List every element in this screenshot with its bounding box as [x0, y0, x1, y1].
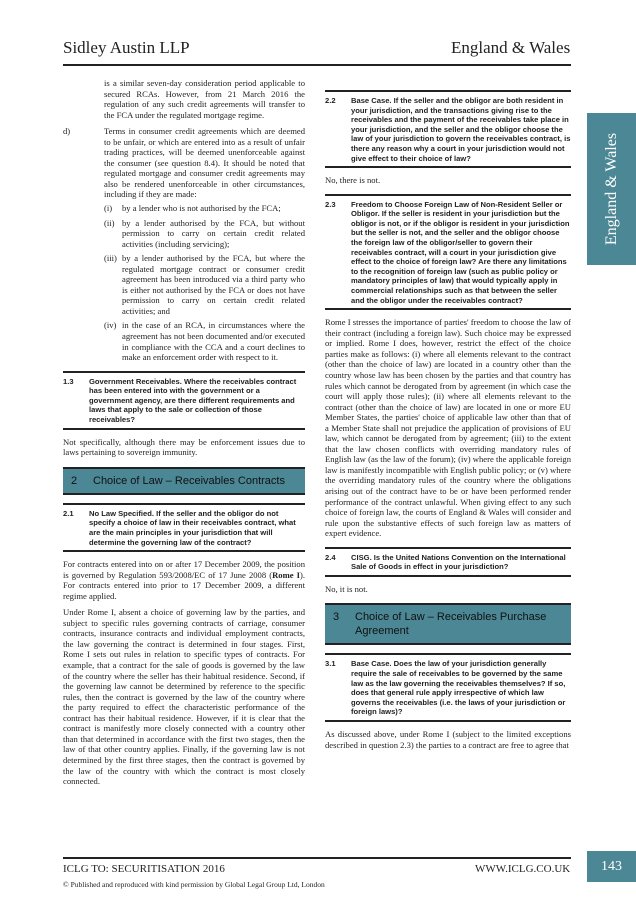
sub-item-i	[104, 203, 305, 214]
left-column	[63, 78, 305, 793]
section-number: 3	[333, 611, 340, 624]
question-text: Base Case. Does the law of your jurisdiction generally require the sale of receivables to be governed by the same law as the law governing the receivables themselves? If so, does that general rule apply irrespective of which law governs the receivables (i.e. the laws of your jurisdiction or foreign laws)?	[351, 659, 566, 717]
answer-2-3: Rome I stresses the importance of parties' freedom to choose the law of their contract (including a foreign law). Such choice may be expressed or implied. Rome I does, however, restrict the effect of the choice parties make as follows: (i) where all elements relevant to the contract (other than the choice of law) are located in a country other than the country whose law has been chosen by the parties and that country has rules which cannot be derogated from by agreement (in which case the court will apply those rules); (ii) where all elements relevant to the contract (other than the choice of law) are located in one or more EU Member States, the parties' choice of applicable law other than that of a Member State shall not prejudice the application of provisions of EU law, which cannot be derogated from by agreement; (iii) to the extent that the law chosen conflicts with overriding mandatory rules of English law (as the law of the forum); (iv) where the applicable foreign law is manifestly incompatible with English public policy; or (v) where the overriding mandatory rules of the country where the obligations arising out of the contract have to be or have been performed render performance of the contract unlawful. When giving effect to any such choice of foreign law, the courts of England & Wales will consider and rule upon the substantive effects of such foreign law as matters of expert evidence.	[325, 317, 571, 539]
answer-text: For contracts entered into on or after 17 December 2009, the position is governed by Regulation 593/2008/EC of 17 June 2008 (	[63, 559, 305, 580]
question-text: Base Case. If the seller and the obligor are both resident in your jurisdiction, and the transactions giving rise to the receivables and the payment of the receivables take place in your jurisdiction, and the seller and the obligor choose the law of your jurisdiction to govern the receivables contract, is there any reason why a court in your jurisdiction would not give effect to their choice of law?	[351, 96, 571, 163]
section-title: Choice of Law – Receivables Contracts	[93, 474, 285, 487]
question-number: 2.4	[325, 552, 336, 562]
answer-2-2: No, there is not.	[325, 175, 381, 186]
footer-website: WWW.ICLG.CO.UK	[475, 863, 571, 875]
answer-1-3: Not specifically, although there may be enforcement issues due to laws pertaining to sovereign immunity.	[63, 436, 305, 458]
question-2-2	[325, 90, 571, 168]
question-number: 2.3	[325, 199, 336, 209]
answer-2-1-paragraph-1	[63, 559, 305, 601]
list-item-d	[63, 126, 305, 200]
sub-item-label: (iii)	[104, 253, 117, 264]
sub-item-iv	[104, 320, 305, 362]
sub-item-iii	[104, 253, 305, 316]
list-item-text: Terms in consumer credit agreements which are deemed to be unfair, or which are entered into as a result of unfair trading practices, will be deemed unenforceable against the consumer (see question 8.4). It should be noted that regulated mortgage and consumer credit agreements may also be rendered unenforceable in other circumstances, including if they are made:	[104, 126, 305, 200]
sub-item-ii	[104, 218, 305, 250]
page-number: 143	[587, 851, 636, 882]
right-column	[325, 78, 571, 756]
sub-item-label: (ii)	[104, 217, 115, 228]
side-jurisdiction-tab	[587, 113, 636, 265]
answer-text: ). For contracts entered into prior to 17 December 2009, a different regime applied.	[63, 569, 305, 601]
question-1-3	[63, 371, 305, 430]
footer-publication: ICLG TO: SECURITISATION 2016	[63, 863, 225, 875]
question-text: CISG. Is the United Nations Convention on the International Sale of Goods in effect in your jurisdiction?	[351, 552, 566, 572]
question-text: No Law Specified. If the seller and the obligor do not specify a choice of law in their receivables contract, what are the main principles in your jurisdiction that will determine the governing law of the contract?	[89, 508, 296, 547]
answer-2-4: No, it is not.	[325, 583, 368, 594]
question-number: 1.3	[63, 376, 74, 386]
sub-item-text: by a lender who is not authorised by the FCA;	[122, 203, 281, 214]
list-item-label: d)	[63, 126, 71, 137]
side-tab-label: England & Wales	[602, 132, 620, 246]
section-heading-2	[63, 467, 305, 495]
section-number: 2	[71, 474, 78, 487]
answer-3-1: As discussed above, under Rome I (subject to the limited exceptions described in question 2.3) the parties to a contract are free to agree that	[325, 729, 571, 750]
answer-2-1-paragraph-2: Under Rome I, absent a choice of governing law by the parties, and subject to specific rules governing contracts of carriage, consumer contracts, insurance contracts and individual employment contracts, the law governing the contract is determined in four stages. First, Rome I sets out rules in relation to specific types of contracts. For example, that a contract for the sale of goods is governed by the law of the country where the seller has their habitual residence. Second, if the governing law cannot be determined by reference to the specific rules, then the contract is governed by the law of the country where the party required to effect the characteristic performance of the contract has their habitual residence. However, if it is clear that the contract is manifestly more closely connected with a country other than that determined in accordance with the first two stages, then the law of that other country applies. Finally, if the governing law is not determined by the first three stages, then the contract is governed by the law of the country with which the contract is most closely connected.	[63, 607, 305, 787]
header-rule	[63, 64, 571, 66]
question-number: 2.1	[63, 508, 74, 518]
section-title: Choice of Law – Receivables Purchase Agreement	[355, 611, 547, 638]
question-2-1	[63, 503, 305, 552]
question-text: Government Receivables. Where the receivables contract has been entered into with the government or a government agency, are there different requirements and laws that apply to the sale or collection of those receivables?	[89, 376, 297, 425]
question-2-3	[325, 194, 571, 311]
sub-item-label: (i)	[104, 203, 113, 214]
sub-item-text: by a lender authorised by the FCA, but where the regulated mortgage contract or consumer credit agreement has been introduced via a third party who is either not authorised by the FCA or does not have permission to carry on certain credit related activities; and	[122, 253, 305, 316]
question-2-4	[325, 547, 571, 577]
question-number: 2.2	[325, 96, 336, 105]
header-firm-name: Sidley Austin LLP	[63, 38, 190, 57]
sub-item-label: (iv)	[104, 320, 117, 331]
defined-term: Rome I	[272, 569, 300, 580]
question-text: Freedom to Choose Foreign Law of Non-Resident Seller or Obligor. If the seller is resident in your jurisdiction but the obligor is not, or if the obligor is resident in your jurisdiction but the seller is not, and the seller and the obligor choose the foreign law of the obligor/seller to govern their receivables contract, will a court in your jurisdiction give effect to the choice of foreign law? Are there any limitations to the recognition of foreign law (such as public policy or mandatory principles of law) that would typically apply in commercial relationships such as that between the seller and the obligor under the receivables contract?	[351, 199, 570, 305]
footer-rule	[63, 857, 571, 859]
sub-item-text: by a lender authorised by the FCA, but without permission to carry on certain credit related activities (including servicing);	[122, 217, 305, 249]
header-jurisdiction: England & Wales	[451, 38, 571, 57]
continued-paragraph: is a similar seven-day consideration period applicable to secured RCAs. However, from 21 March 2016 the regulation of any such credit agreements will transfer to the FCA under the regulated mortgage regime.	[104, 78, 305, 120]
question-3-1	[325, 653, 571, 722]
footer-copyright: © Published and reproduced with kind permission by Global Legal Group Ltd, London	[63, 880, 325, 889]
section-heading-3	[325, 603, 571, 645]
question-number: 3.1	[325, 659, 336, 669]
sub-item-text: in the case of an RCA, in circumstances where the agreement has not been documented and/or executed in compliance with the CCA and a court declines to make an enforcement order with respect to it.	[122, 320, 305, 363]
